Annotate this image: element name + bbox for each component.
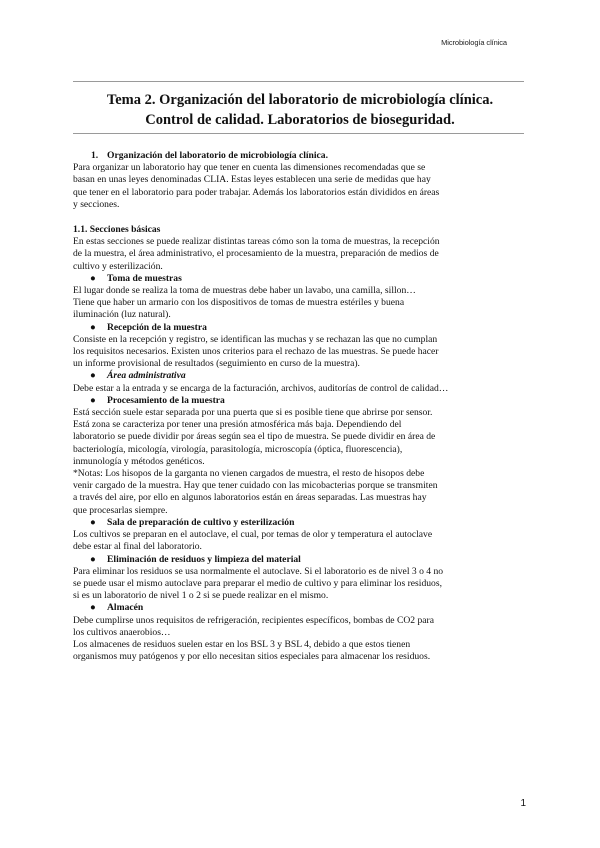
paragraph-line: basan en unas leyes denominadas CLIA. Estas leyes establecen una serie de medidas que hay [73,174,431,186]
paragraph-line: que tener en el laboratorio para poder trabajar. Además los laboratorios están divididos en áreas [73,186,440,198]
bullet-section [73,554,529,603]
paragraph-line: iluminación (luz natural). [73,309,171,321]
bullet-section [73,322,529,371]
bullet-section [73,370,529,394]
paragraph-line: y secciones. [73,198,120,210]
paragraph-line: que procesarlas siempre. [73,504,168,516]
bullet-icon: ● [90,272,96,284]
section-heading [73,150,529,162]
bullet-heading-text: Eliminación de residuos y limpieza del material [107,553,301,565]
section-intro [73,162,529,211]
running-header: Microbiología clínica [441,38,507,47]
paragraph-line: Tiene que haber un armario con los dispositivos de tomas de muestra estériles y buena [73,297,405,309]
paragraph-line: los cultivos anaerobios… [73,626,171,638]
section-title: Organización del laboratorio de microbiología clínica. [107,150,328,161]
bullet-heading [73,517,529,529]
paragraph-line: de la muestra, el área administrativo, el procesamiento de la muestra, preparación de medios de [73,248,439,260]
subsection-intro [73,236,529,273]
bullet-section [73,602,529,663]
paragraph-line: cultivo y esterilización. [73,260,163,272]
bullet-section [73,273,529,322]
bullet-sections [73,273,529,664]
top-rule [73,81,524,82]
bullet-heading-text: Almacén [107,602,144,614]
paragraph-line: Está zona se caracteriza por tener una presión atmosférica más baja. Dependiendo del [73,419,402,431]
bullet-heading-text: Sala de preparación de cultivo y esterilización [107,516,295,528]
paragraph-line: venir cargado de la muestra. Hay que tener cuidado con las micobacterias porque se transmiten [73,480,438,492]
paragraph-line: Para organizar un laboratorio hay que tener en cuenta las dimensiones recomendadas que se [73,162,426,174]
paragraph-line: a través del aire, por ello en algunos laboratorios están en áreas separadas. Las muestras hay [73,492,427,504]
page-title [60,90,540,130]
bullet-icon: ● [90,553,96,565]
bullet-heading [73,554,529,566]
bullet-icon: ● [90,394,96,406]
bullet-heading-text: Recepción de la muestra [107,321,207,333]
paragraph-line: *Notas: Los hisopos de la garganta no vienen cargados de muestra, el resto de hisopos debe [73,468,425,480]
bullet-heading-text: Procesamiento de la muestra [107,394,225,406]
title-line-1: Tema 2. Organización del laboratorio de microbiología clínica. [106,92,494,108]
paragraph-line: si es un laboratorio de nivel 1 o 2 si se puede realizar en el mismo. [73,590,329,602]
bullet-heading [73,370,529,382]
bullet-icon: ● [90,602,96,614]
bullet-section [73,395,529,517]
paragraph-line: bacteriología, micología, virología, parasitología, microscopía (óptica, fluorescencia), [73,443,403,455]
paragraph-line: inmunología y métodos genéticos. [73,455,205,467]
bullet-section [73,517,529,554]
paragraph-line: Debe cumplirse unos requisitos de refrigeración, recipientes específicos, bombas de CO2 para [73,614,434,626]
paragraph-line: se puede usar el mismo autoclave para preparar el medio de cultivo y para eliminar los residuos, [73,577,442,589]
paragraph-line: Consiste en la recepción y registro, se identifican las muchas y se rechazan las que no cumplan [73,333,438,345]
paragraph-line: organismos muy patógenos y por ello necesitan sitios especiales para almacenar los residuos. [73,651,431,663]
paragraph-line: El lugar donde se realiza la toma de muestras debe haber un lavabo, una camilla, sillon… [73,285,416,297]
paragraph-line: Los almacenes de residuos suelen estar en los BSL 3 y BSL 4, debido a que estos tienen [73,638,411,650]
paragraph-line: En estas secciones se puede realizar distintas tareas cómo son la toma de muestras, la recepción [73,236,440,248]
bullet-icon: ● [90,370,96,382]
bullet-icon: ● [90,516,96,528]
bullet-heading [73,273,529,285]
paragraph-line: los requisitos necesarios. Existen unos criterios para el rechazo de las muestras. Se puede hacer [73,346,439,358]
page-number: 1 [520,798,526,809]
section-number: 1. [91,150,99,161]
document-body [73,150,529,663]
bullet-heading [73,322,529,334]
bullet-heading [73,602,529,614]
paragraph-line: Los cultivos se preparan en el autoclave, el cual, por temas de olor y temperatura el autoclave [73,529,433,541]
bullet-heading-text: Área administrativa [107,370,186,382]
paragraph-line: Debe estar a la entrada y se encarga de la facturación, archivos, auditorías de control de calidad… [73,382,449,394]
bullet-heading-text: Toma de muestras [107,272,182,284]
paragraph-line: Está sección suele estar separada por una puerta que si es posible tiene que abrirse por sensor. [73,407,433,419]
paragraph-line: Para eliminar los residuos se usa normalmente el autoclave. Si el laboratorio es de nivel 3 o 4 no [73,565,444,577]
paragraph-line: un informe provisional de resultados (seguimiento en curso de la muestra). [73,358,360,370]
paragraph-line: laboratorio se puede dividir por áreas según sea el tipo de muestra. Se puede dividir en área de [73,431,436,443]
subsection-heading: 1.1. Secciones básicas [73,224,161,236]
bullet-heading [73,395,529,407]
title-line-2: Control de calidad. Laboratorios de bioseguridad. [145,112,455,128]
paragraph-line: debe estar al final del laboratorio. [73,541,202,553]
spacer [73,211,529,224]
bullet-icon: ● [90,321,96,333]
title-rule [73,133,524,134]
